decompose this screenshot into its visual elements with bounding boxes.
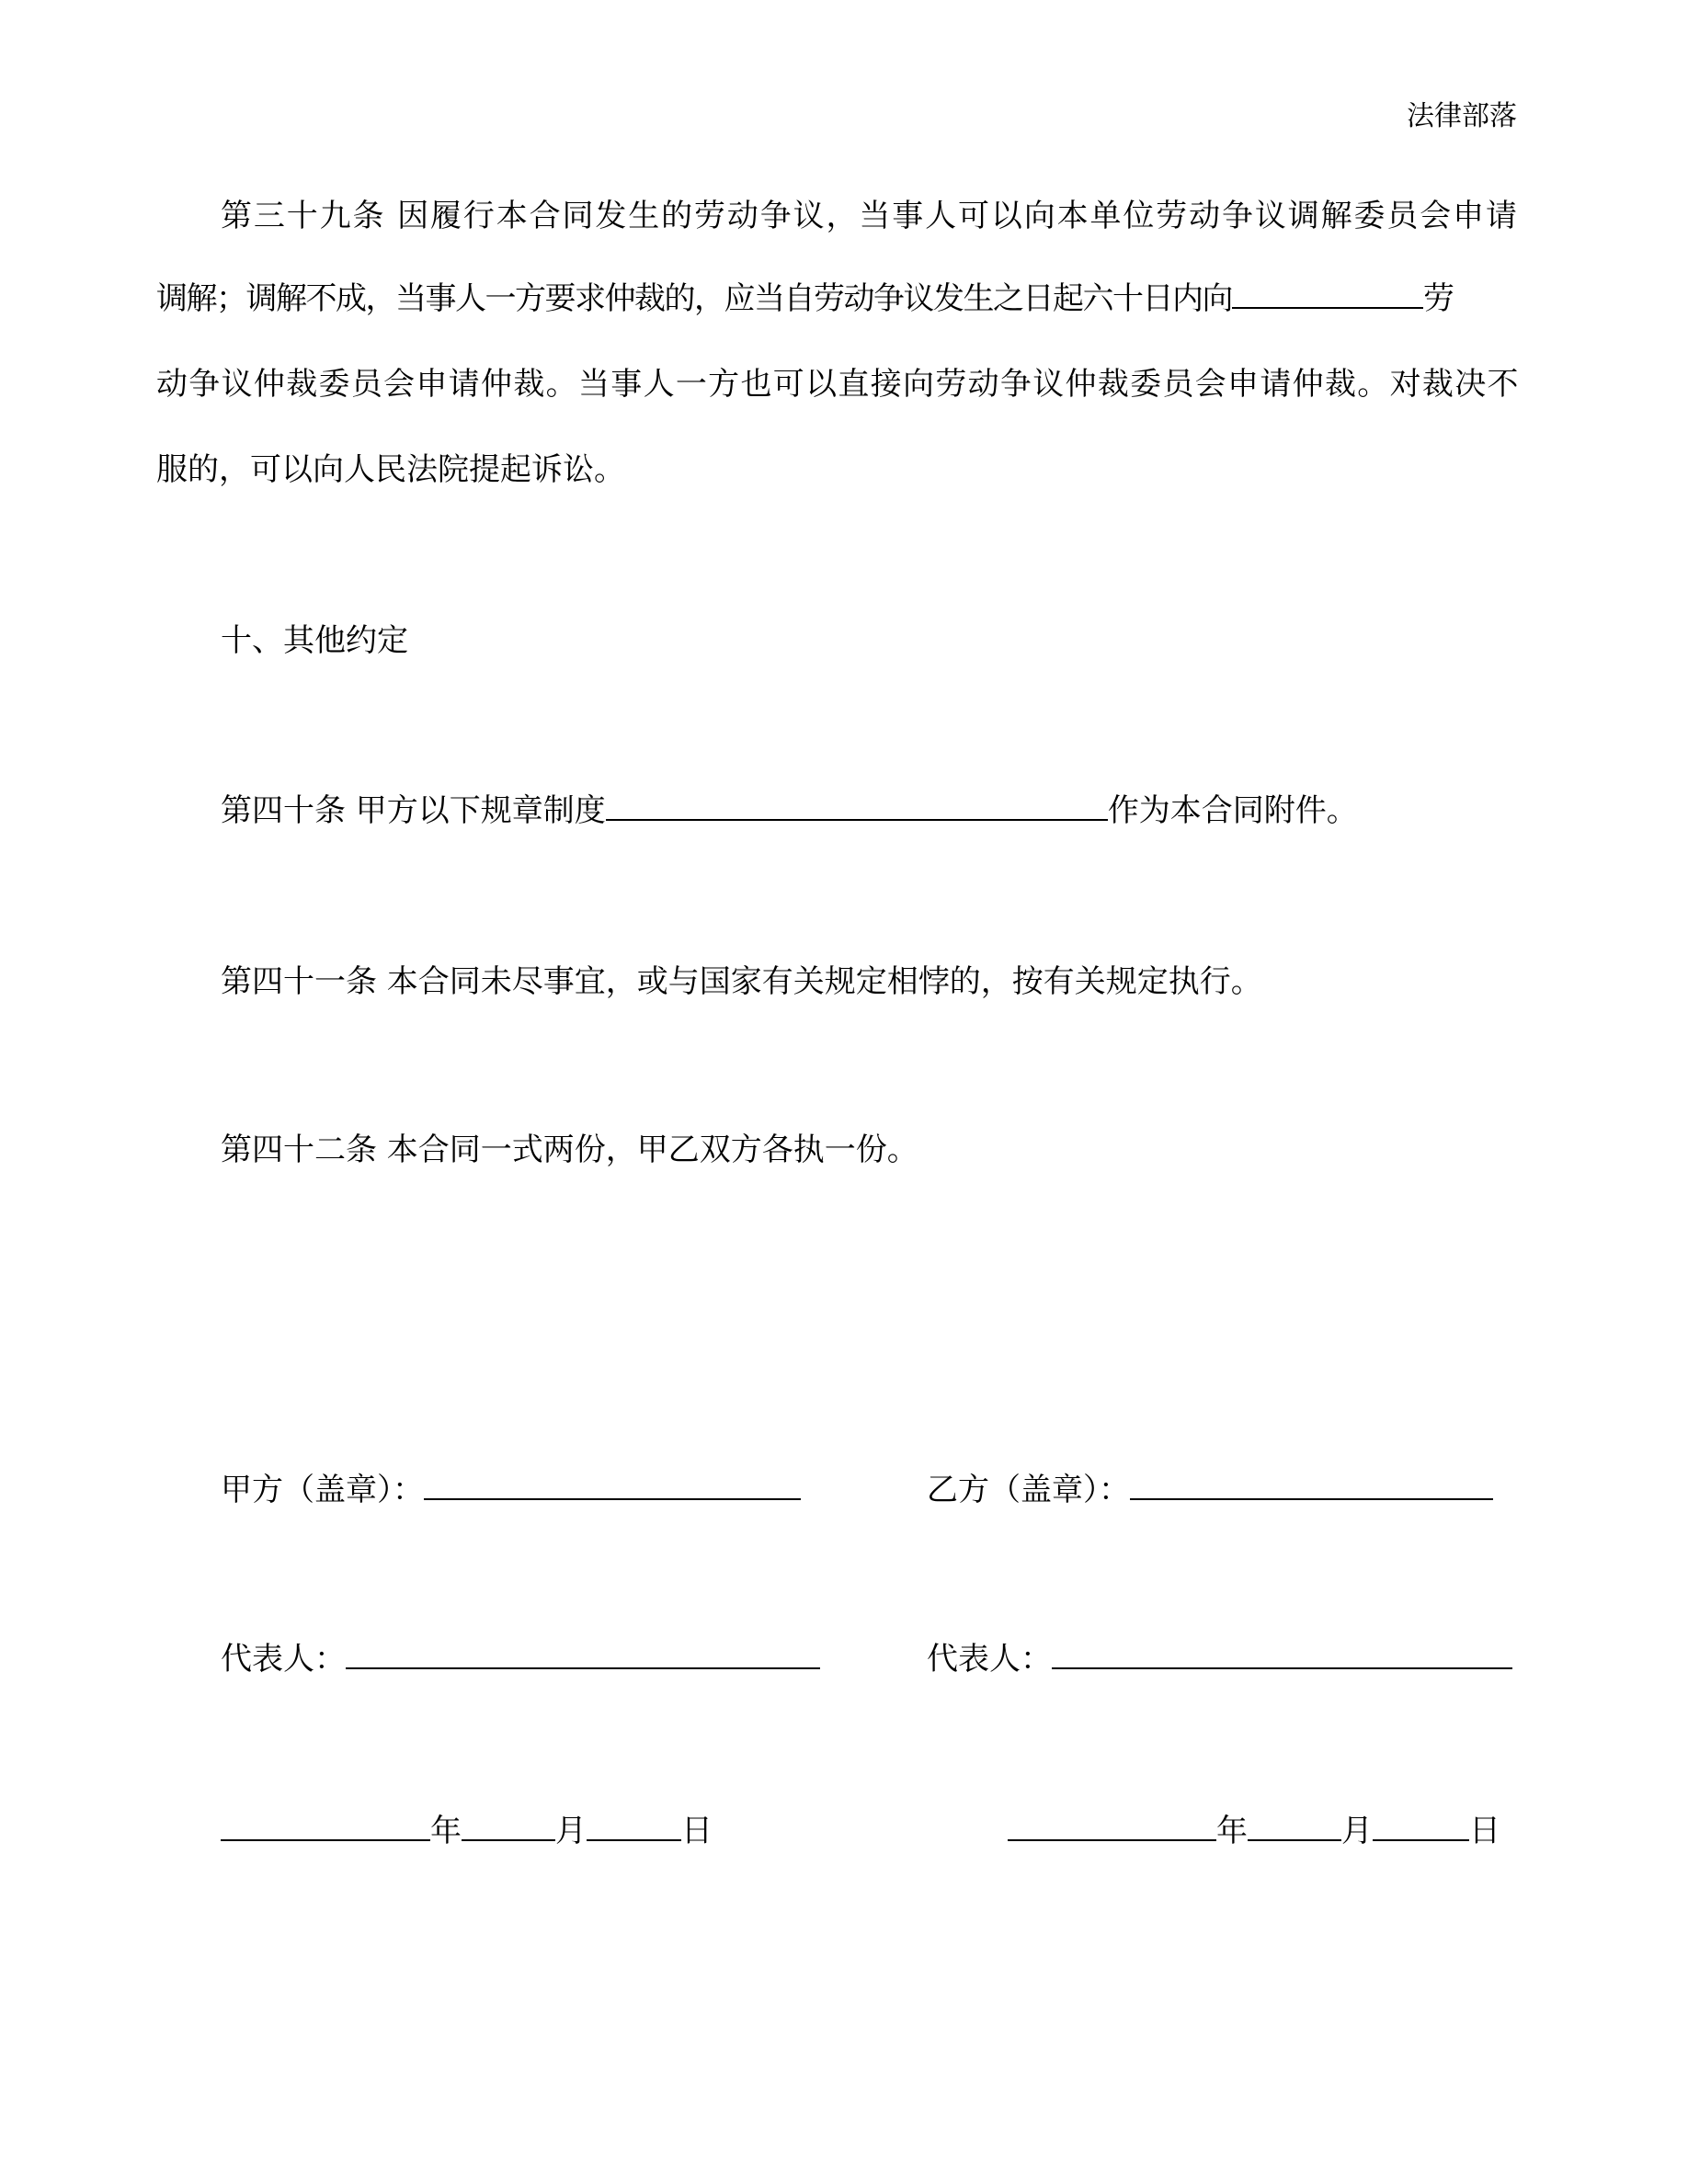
article39-line1-text: 第三十九条 因履行本合同发生的劳动争议，当事人可以向本单位劳动争议调解委员会申请 bbox=[221, 198, 1517, 234]
party-b-seal-label: 乙方（盖章）： bbox=[927, 1472, 1130, 1508]
month-label: 月 bbox=[555, 1813, 587, 1849]
header-brand: 法律部落 bbox=[1407, 100, 1517, 132]
article39-line3 bbox=[156, 364, 1517, 404]
article39-line2-text: 调解；调解不成，当事人一方要求仲裁的，应当自劳动争议发生之日起六十日内向 bbox=[156, 280, 1232, 317]
day-label: 日 bbox=[1469, 1813, 1500, 1849]
article40-end: 作为本合同附件。 bbox=[1107, 792, 1358, 829]
party-b-seal bbox=[927, 1470, 1493, 1510]
year-label: 年 bbox=[430, 1813, 462, 1849]
section-title: 十、其他约定 bbox=[221, 622, 408, 659]
month-field[interactable] bbox=[1248, 1812, 1341, 1841]
article39-line3-text: 动争议仲裁委员会申请仲裁。当事人一方也可以直接向劳动争议仲裁委员会申请仲裁。对裁决不 bbox=[156, 366, 1517, 403]
article42: 第四十二条 本合同一式两份，甲乙双方各执一份。 bbox=[221, 1132, 918, 1168]
party-a-seal bbox=[221, 1470, 801, 1510]
article39-line2 bbox=[156, 279, 1517, 319]
day-field[interactable] bbox=[1373, 1812, 1469, 1841]
party-b-date bbox=[1008, 1811, 1500, 1851]
party-b-rep bbox=[927, 1639, 1512, 1679]
party-a-rep bbox=[221, 1639, 820, 1679]
party-a-rep-label: 代表人： bbox=[221, 1641, 346, 1678]
year-label: 年 bbox=[1216, 1813, 1248, 1849]
article39-line1 bbox=[221, 196, 1517, 236]
article40-text: 第四十条 甲方以下规章制度 bbox=[221, 792, 606, 829]
article39-line2-end: 劳 bbox=[1423, 280, 1454, 317]
article41: 第四十一条 本合同未尽事宜，或与国家有关规定相悖的，按有关规定执行。 bbox=[221, 963, 1262, 1000]
month-label: 月 bbox=[1341, 1813, 1373, 1849]
year-field[interactable] bbox=[221, 1812, 430, 1841]
article40 bbox=[221, 791, 1358, 831]
month-field[interactable] bbox=[462, 1812, 555, 1841]
party-a-seal-label: 甲方（盖章）： bbox=[221, 1472, 424, 1508]
regulations-blank[interactable] bbox=[606, 791, 1108, 821]
article39-line4: 服的，可以向人民法院提起诉讼。 bbox=[156, 451, 625, 488]
party-a-rep-field[interactable] bbox=[346, 1640, 820, 1669]
party-b-seal-field[interactable] bbox=[1130, 1471, 1493, 1500]
party-a-seal-field[interactable] bbox=[424, 1471, 801, 1500]
day-label: 日 bbox=[681, 1813, 713, 1849]
party-b-rep-label: 代表人： bbox=[927, 1641, 1052, 1678]
arbitration-committee-blank[interactable] bbox=[1232, 279, 1423, 309]
party-a-date bbox=[221, 1811, 713, 1851]
party-b-rep-field[interactable] bbox=[1052, 1640, 1512, 1669]
day-field[interactable] bbox=[587, 1812, 681, 1841]
year-field[interactable] bbox=[1008, 1812, 1216, 1841]
